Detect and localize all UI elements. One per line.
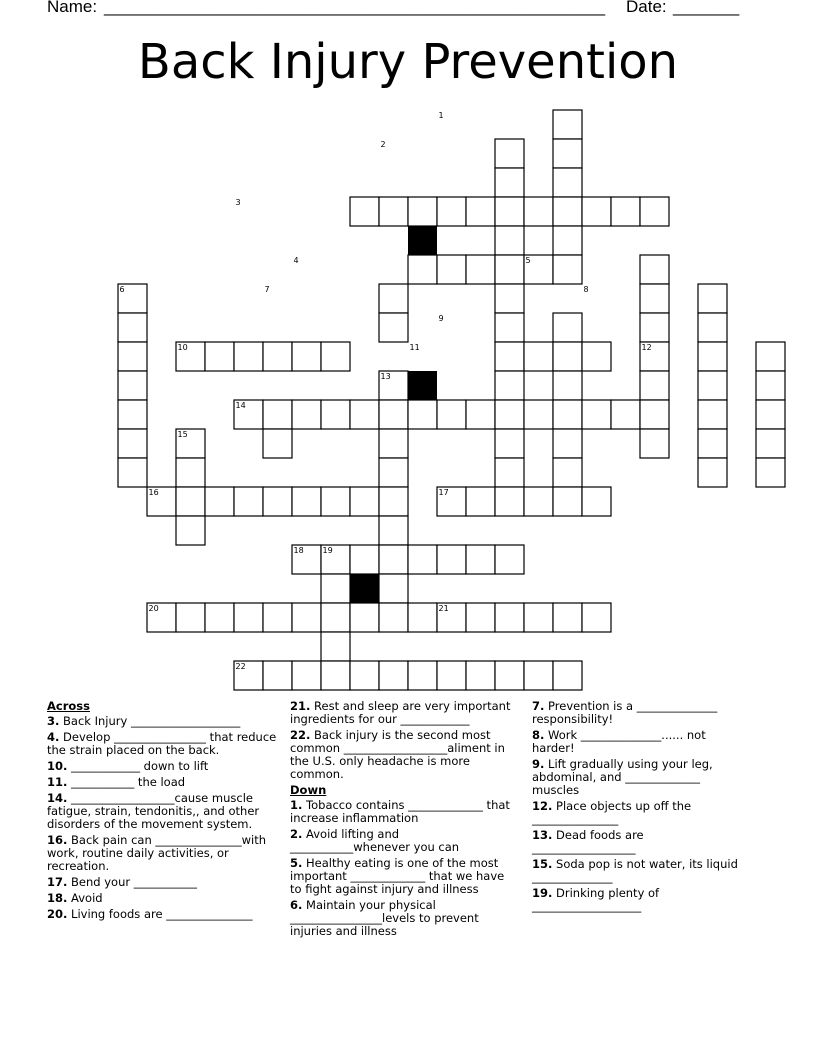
crossword-cell[interactable] [176, 458, 205, 487]
crossword-cell[interactable] [553, 371, 582, 400]
crossword-cell[interactable] [205, 487, 234, 516]
crossword-cell[interactable] [234, 487, 263, 516]
crossword-cell[interactable] [466, 487, 495, 516]
crossword-cell[interactable] [698, 458, 727, 487]
crossword-cell[interactable] [524, 197, 553, 226]
crossword-cell[interactable] [582, 197, 611, 226]
crossword-cell[interactable] [553, 458, 582, 487]
crossword-cell[interactable] [640, 400, 669, 429]
crossword-cell[interactable] [408, 545, 437, 574]
date-label: Date: [626, 0, 667, 16]
crossword-cell[interactable] [437, 603, 466, 632]
black-cell [408, 371, 437, 400]
clue-down-5: 5. Healthy eating is one of the most important _____________ that we have to fight against injury and illness [290, 856, 505, 896]
crossword-cell[interactable] [408, 661, 437, 690]
clue-number: 15 [177, 430, 188, 439]
page-title: Back Injury Prevention [137, 34, 679, 90]
clue-down-7: 7. Prevention is a ______________ responsibility! [532, 699, 718, 726]
clue-down-6: 6. Maintain your physical ________________levels to prevent injuries and illness [290, 898, 479, 938]
crossword-cell[interactable] [524, 342, 553, 371]
crossword-cell[interactable] [379, 487, 408, 516]
crossword-cell[interactable] [379, 400, 408, 429]
crossword-cell[interactable] [495, 313, 524, 342]
clue-number: 14 [235, 401, 246, 410]
crossword-cell[interactable] [379, 313, 408, 342]
crossword-cell[interactable] [524, 400, 553, 429]
crossword-cell[interactable] [321, 487, 350, 516]
down-heading: Down [290, 783, 327, 797]
crossword-cell[interactable] [379, 371, 408, 400]
crossword-cell[interactable] [321, 400, 350, 429]
clue-number: 10 [177, 343, 188, 352]
crossword-cell[interactable] [379, 661, 408, 690]
clue-number: 11 [409, 343, 420, 352]
header [47, 0, 747, 21]
crossword-cell[interactable] [321, 632, 350, 661]
crossword-cell[interactable] [176, 487, 205, 516]
crossword-cell[interactable] [292, 400, 321, 429]
date-field[interactable]: _______ [673, 0, 740, 16]
clue-down-2: 2. Avoid lifting and ___________whenever you can [290, 827, 460, 854]
crossword-cell[interactable] [495, 284, 524, 313]
crossword-cell[interactable] [640, 342, 669, 371]
crossword-cell[interactable] [495, 168, 524, 197]
crossword-cell[interactable] [524, 487, 553, 516]
crossword-cell[interactable] [466, 197, 495, 226]
crossword-cell[interactable] [379, 603, 408, 632]
crossword-cell[interactable] [495, 429, 524, 458]
crossword-cell[interactable] [582, 400, 611, 429]
clue-number: 6 [119, 285, 125, 294]
crossword-cell[interactable] [698, 284, 727, 313]
crossword-cell[interactable] [321, 342, 350, 371]
crossword-cell[interactable] [408, 255, 437, 284]
crossword-cell[interactable] [553, 255, 582, 284]
crossword-cell[interactable] [553, 226, 582, 255]
name-label: Name: [47, 0, 98, 16]
clues-column-3 [532, 700, 750, 916]
crossword-cell[interactable] [234, 342, 263, 371]
crossword-cell[interactable] [118, 429, 147, 458]
crossword-cell[interactable] [698, 313, 727, 342]
crossword-cell[interactable] [205, 342, 234, 371]
crossword-cell[interactable] [379, 516, 408, 545]
crossword-cell[interactable] [437, 255, 466, 284]
crossword-cell[interactable] [466, 661, 495, 690]
clue-number: 5 [525, 256, 531, 265]
crossword-cell[interactable] [292, 661, 321, 690]
crossword-cell[interactable] [582, 487, 611, 516]
crossword-cell[interactable] [495, 603, 524, 632]
crossword-cell[interactable] [263, 342, 292, 371]
crossword-cell[interactable] [553, 603, 582, 632]
clue-across-22: 22. Back injury is the second most common __________________aliment in the U.S. only headache is more common. [290, 728, 505, 781]
crossword-cell[interactable] [321, 603, 350, 632]
crossword-cell[interactable] [118, 342, 147, 371]
clue-number: 9 [438, 314, 444, 323]
crossword-cell[interactable] [234, 661, 263, 690]
clue-number: 18 [293, 546, 304, 555]
crossword-cell[interactable] [350, 661, 379, 690]
crossword-cell[interactable] [234, 400, 263, 429]
crossword-cell[interactable] [524, 255, 553, 284]
clue-number: 21 [438, 604, 449, 613]
clue-number: 8 [583, 285, 589, 294]
clue-down-15: 15. Soda pop is not water, its liquid ______________ [532, 857, 738, 884]
crossword-cell[interactable] [495, 342, 524, 371]
clue-across-11: 11. ___________ the load [47, 775, 186, 789]
crossword-cell[interactable] [698, 371, 727, 400]
crossword-cell[interactable] [263, 429, 292, 458]
crossword-cell[interactable] [350, 603, 379, 632]
black-cell [350, 574, 379, 603]
crossword-cell[interactable] [176, 516, 205, 545]
crossword-cell[interactable] [495, 400, 524, 429]
crossword-cell[interactable] [408, 197, 437, 226]
crossword-cell[interactable] [466, 255, 495, 284]
crossword-cell[interactable] [379, 458, 408, 487]
clue-down-9: 9. Lift gradually using your leg, abdominal, and _____________ muscles [532, 757, 713, 797]
crossword-cell[interactable] [466, 603, 495, 632]
crossword-cell[interactable] [350, 400, 379, 429]
crossword-cell[interactable] [698, 429, 727, 458]
crossword-cell[interactable] [756, 342, 785, 371]
clue-down-12: 12. Place objects up off the _______________ [532, 799, 692, 826]
clue-number: 2 [380, 140, 386, 149]
crossword-cell[interactable] [118, 400, 147, 429]
clue-number: 17 [438, 488, 449, 497]
crossword-cell[interactable] [263, 400, 292, 429]
crossword-cell[interactable] [495, 661, 524, 690]
crossword-cell[interactable] [379, 429, 408, 458]
crossword-cell[interactable] [350, 197, 379, 226]
crossword-cell[interactable] [321, 661, 350, 690]
crossword-cell[interactable] [205, 603, 234, 632]
crossword-cell[interactable] [118, 313, 147, 342]
clue-down-19: 19. Drinking plenty of ___________________ [532, 886, 660, 913]
crossword-cell[interactable] [495, 371, 524, 400]
crossword-cell[interactable] [379, 574, 408, 603]
crossword-cell[interactable] [640, 429, 669, 458]
crossword-cell[interactable] [437, 197, 466, 226]
crossword-cell[interactable] [495, 139, 524, 168]
clue-number: 12 [641, 343, 652, 352]
crossword-cell[interactable] [118, 284, 147, 313]
crossword-cell[interactable] [176, 603, 205, 632]
crossword-cell[interactable] [640, 255, 669, 284]
crossword-cell[interactable] [553, 342, 582, 371]
crossword-cell[interactable] [553, 110, 582, 139]
clue-across-3: 3. Back Injury ___________________ [47, 714, 241, 728]
crossword-cell[interactable] [553, 313, 582, 342]
crossword-cell[interactable] [553, 429, 582, 458]
crossword-cell[interactable] [292, 603, 321, 632]
crossword-cell[interactable] [321, 545, 350, 574]
crossword-cell[interactable] [495, 226, 524, 255]
crossword-cell[interactable] [495, 487, 524, 516]
crossword-cell[interactable] [350, 487, 379, 516]
crossword-cell[interactable] [466, 400, 495, 429]
crossword-cell[interactable] [553, 139, 582, 168]
crossword-cell[interactable] [524, 661, 553, 690]
crossword-cell[interactable] [553, 487, 582, 516]
crossword-cell[interactable] [495, 545, 524, 574]
crossword-cell[interactable] [147, 603, 176, 632]
crossword-cell[interactable] [176, 429, 205, 458]
crossword-cell[interactable] [147, 487, 176, 516]
clue-down-13: 13. Dead foods are __________________ [532, 828, 644, 855]
crossword-cell[interactable] [553, 168, 582, 197]
crossword-cell[interactable] [263, 661, 292, 690]
crossword-cell[interactable] [292, 342, 321, 371]
clue-across-17: 17. Bend your ___________ [47, 875, 198, 889]
clue-number: 4 [293, 256, 299, 265]
crossword-cell[interactable] [234, 603, 263, 632]
crossword-cell[interactable] [640, 371, 669, 400]
crossword-cell[interactable] [321, 574, 350, 603]
crossword-cell[interactable] [379, 197, 408, 226]
crossword-cell[interactable] [379, 284, 408, 313]
clue-across-20: 20. Living foods are _______________ [47, 907, 253, 921]
crossword-cell[interactable] [118, 458, 147, 487]
clue-across-4: 4. Develop ________________ that reduce the strain placed on the back. [47, 730, 277, 757]
black-cell [408, 226, 437, 255]
crossword-cell[interactable] [582, 603, 611, 632]
crossword-cell[interactable] [292, 545, 321, 574]
crossword-cell[interactable] [495, 255, 524, 284]
clue-across-16: 16. Back pain can _______________with work, routine daily activities, or recreation. [47, 833, 267, 873]
clue-number: 16 [148, 488, 159, 497]
crossword-cell[interactable] [408, 603, 437, 632]
crossword-cell[interactable] [437, 661, 466, 690]
clues-column-1 [47, 700, 277, 924]
clues-column-2 [290, 700, 518, 941]
clue-across-18: 18. Avoid [47, 891, 103, 905]
crossword-cell[interactable] [379, 545, 408, 574]
crossword-cell[interactable] [611, 400, 640, 429]
crossword-cell[interactable] [553, 400, 582, 429]
crossword-cell[interactable] [698, 400, 727, 429]
crossword-cell[interactable] [263, 487, 292, 516]
crossword-cell[interactable] [640, 284, 669, 313]
crossword-cell[interactable] [553, 661, 582, 690]
crossword-cell[interactable] [698, 342, 727, 371]
crossword-cell[interactable] [263, 603, 292, 632]
across-heading: Across [47, 699, 90, 713]
crossword-cell[interactable] [495, 458, 524, 487]
crossword-cell[interactable] [756, 458, 785, 487]
crossword-cell[interactable] [756, 429, 785, 458]
crossword-cell[interactable] [640, 313, 669, 342]
crossword-cell[interactable] [292, 487, 321, 516]
crossword-cell[interactable] [553, 197, 582, 226]
crossword-cell[interactable] [437, 487, 466, 516]
clue-number: 1 [438, 111, 444, 120]
clue-across-14: 14. __________________cause muscle fatigue, strain, tendonitis,, and other disorders of the movement system. [47, 791, 260, 831]
crossword-cell[interactable] [524, 603, 553, 632]
crossword-cell[interactable] [176, 342, 205, 371]
clue-number: 7 [264, 285, 270, 294]
clue-down-8: 8. Work ______________...... not harder! [532, 728, 706, 755]
crossword-cell[interactable] [756, 400, 785, 429]
clue-number: 19 [322, 546, 333, 555]
crossword-cell[interactable] [350, 545, 379, 574]
clue-number: 22 [235, 662, 246, 671]
clue-across-21: 21. Rest and sleep are very important ingredients for our ____________ [290, 699, 511, 726]
clue-number: 3 [235, 198, 241, 207]
crossword-cell[interactable] [640, 197, 669, 226]
crossword-cell[interactable] [466, 545, 495, 574]
clue-number: 13 [380, 372, 391, 381]
crossword-cell[interactable] [582, 342, 611, 371]
crossword-cell[interactable] [408, 400, 437, 429]
clue-down-1: 1. Tobacco contains _____________ that increase inflammation [290, 798, 510, 825]
name-field[interactable]: _____________________________________________________ [104, 0, 606, 16]
crossword-cell[interactable] [495, 197, 524, 226]
clue-number: 20 [148, 604, 159, 613]
crossword-cell[interactable] [437, 400, 466, 429]
crossword-cell[interactable] [756, 371, 785, 400]
crossword-cell[interactable] [611, 197, 640, 226]
crossword-cell[interactable] [118, 371, 147, 400]
crossword-cell[interactable] [437, 545, 466, 574]
clue-across-10: 10. ____________ down to lift [47, 759, 209, 773]
